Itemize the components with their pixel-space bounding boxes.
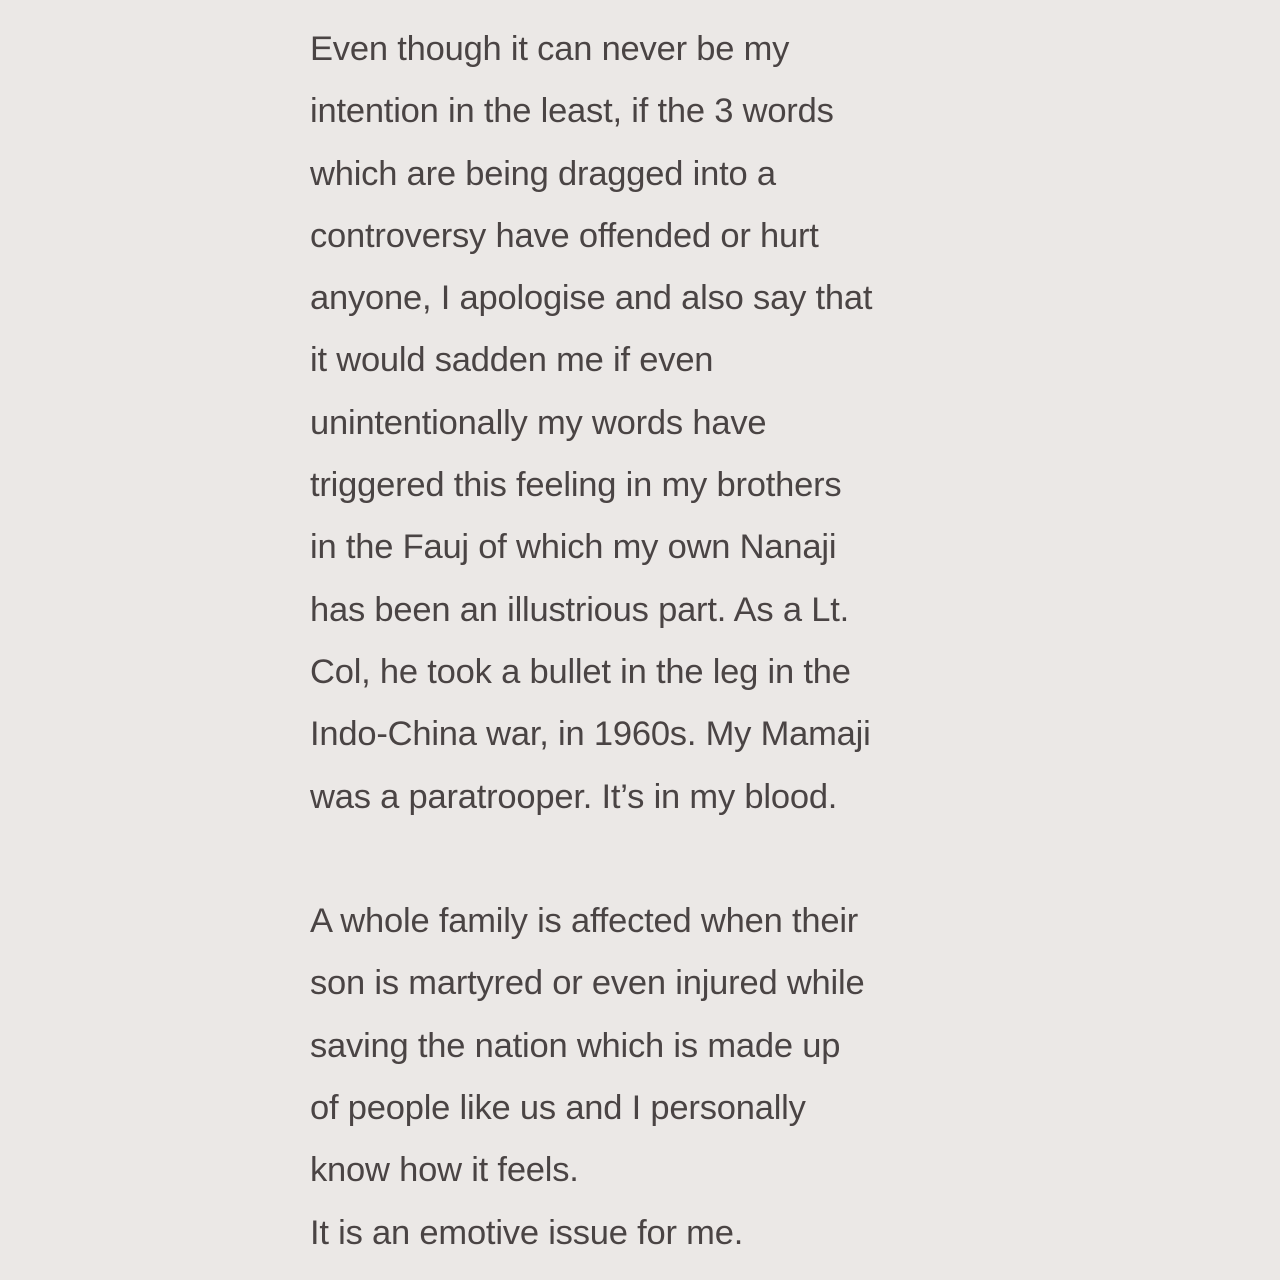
text-line: was a paratrooper. It’s in my blood.	[310, 777, 838, 816]
text-line: it would sadden me if even	[310, 341, 714, 380]
text-line: Col, he took a bullet in the leg in the	[310, 652, 851, 691]
text-line: of people like us and I personally	[310, 1089, 806, 1128]
text-line: know how it feels.	[310, 1151, 579, 1190]
paragraph-1	[310, 18, 990, 828]
text-line: intention in the least, if the 3 words	[310, 92, 834, 131]
text-line: A whole family is affected when their	[310, 902, 859, 941]
note-text	[310, 18, 990, 1264]
text-line: in the Fauj of which my own Nanaji	[310, 528, 837, 567]
text-line: which are being dragged into a	[310, 154, 776, 193]
text-line: has been an illustrious part. As a Lt.	[310, 590, 849, 629]
text-line: son is martyred or even injured while	[310, 964, 865, 1003]
text-line: Even though it can never be my	[310, 30, 790, 68]
text-line: saving the nation which is made up	[310, 1026, 841, 1065]
text-line: controversy have offended or hurt	[310, 216, 819, 255]
text-line: anyone, I apologise and also say that	[310, 279, 873, 318]
text-line: Indo-China war, in 1960s. My Mamaji	[310, 715, 871, 754]
text-line: unintentionally my words have	[310, 403, 767, 442]
paragraph-2	[310, 890, 990, 1264]
text-line: triggered this feeling in my brothers	[310, 466, 842, 505]
text-line: It is an emotive issue for me.	[310, 1213, 744, 1252]
paragraph-gap	[310, 828, 990, 890]
